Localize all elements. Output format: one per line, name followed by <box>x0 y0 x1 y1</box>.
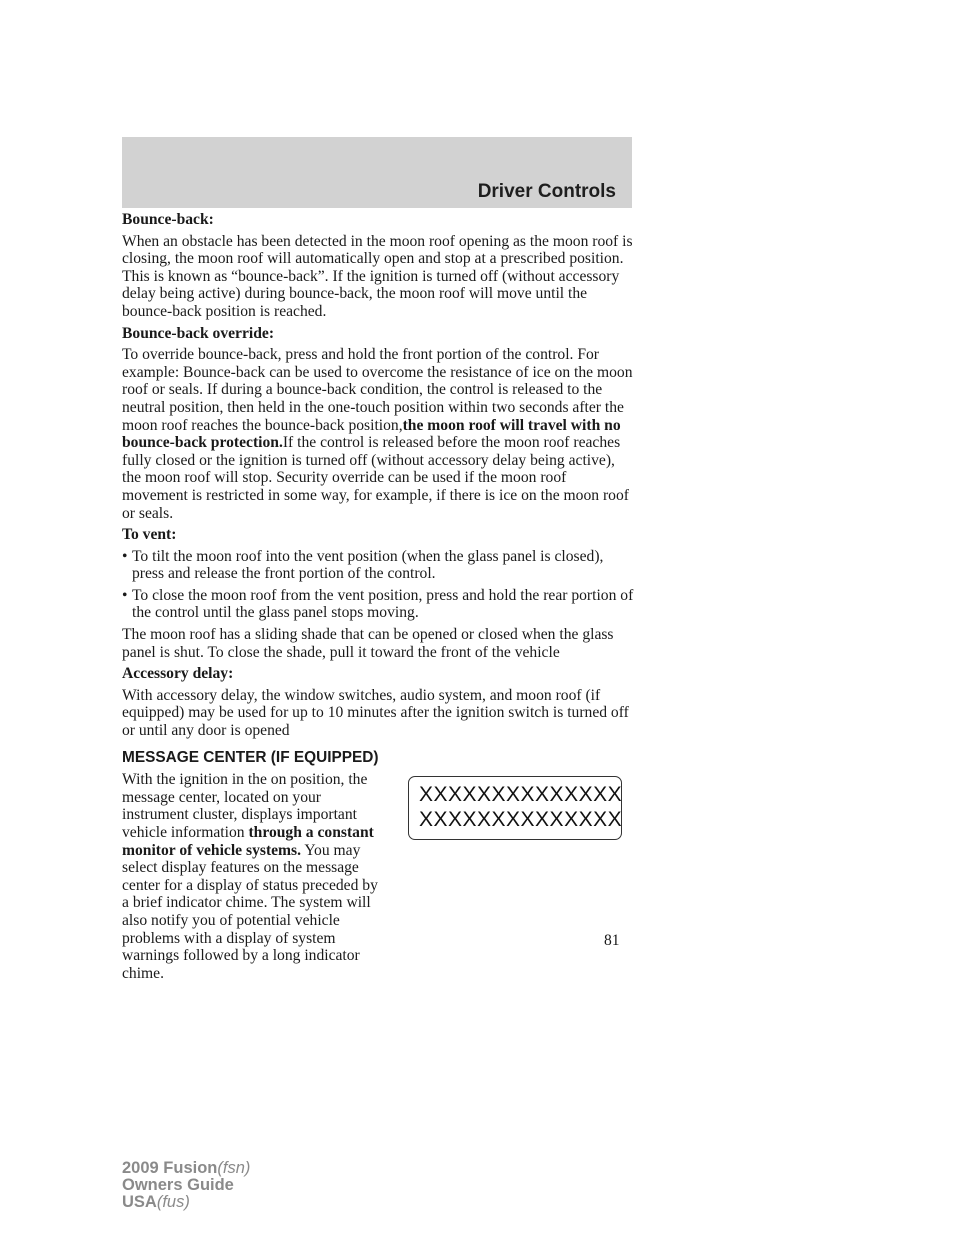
footer-model: 2009 Fusion <box>122 1159 218 1177</box>
override-bold-text: the moon roof will travel with no bounce-back protection. <box>122 416 621 452</box>
bullet-icon: • <box>122 586 128 604</box>
message-center-text-1: With the ignition in the on position, the message center, located on your instrument cluster, displays important vehicle information <box>122 771 368 841</box>
message-center-block <box>122 771 634 982</box>
bounce-back-paragraph: When an obstacle has been detected in the moon roof opening as the moon roof is closing, the moon roof will automatically open and stop at a prescribed position. This is known as “bounce-back”. If the ignition is turned off (without accessory delay being active) during bounce-back, the moon roof will move until the bounce-back position is reached. <box>122 232 633 320</box>
message-center-bold-text: through a constant monitor of vehicle systems. <box>122 824 374 859</box>
message-center-text-2: You may select display features on the message center for a display of status preceded by a brief indicator chime. The system will also notify you of potential vehicle problems with a display of system warnings followed by a long indicator chime. <box>122 841 378 982</box>
vent-bullet-item <box>122 548 634 583</box>
footer-doc-info <box>122 1160 250 1211</box>
display-line: XXXXXXXXXXXXXX <box>419 783 623 807</box>
footer-model-code: (fsn) <box>217 1159 251 1177</box>
footer-market: USA <box>122 1193 157 1211</box>
override-heading: Bounce-back override: <box>122 324 275 342</box>
section-header-band <box>122 137 632 208</box>
override-paragraph <box>122 346 634 522</box>
message-center-display-illustration <box>408 776 622 840</box>
bullet-icon: • <box>122 547 128 565</box>
footer-line <box>122 1194 250 1211</box>
override-text-1: To override bounce-back, press and hold the front portion of the control. For example: Bounce-back can be used to overcome the resistance of ice on the moon roof or seals. If during a bounce-back condition, the control is released to the neutral position, then held in the one-touch position within two seconds after the moon roof reaches the bounce-back position, <box>122 346 633 434</box>
footer-line <box>122 1160 250 1177</box>
footer-market-code: (fus) <box>156 1193 190 1211</box>
vent-heading: To vent: <box>122 526 177 544</box>
display-line: XXXXXXXXXXXXXX <box>419 808 623 832</box>
bounce-back-heading: Bounce-back: <box>122 211 214 228</box>
section-title: Driver Controls <box>477 181 616 202</box>
footer-guide: Owners Guide <box>122 1176 234 1194</box>
message-center-heading: MESSAGE CENTER (IF EQUIPPED) <box>122 748 379 766</box>
override-text-2: If the control is released before the moon roof reaches fully closed or the ignition is turned off (without accessory delay being active), the moon roof will stop. Security override can be used if the moon roof movement is restricted in some way, for example, if there is ice on the moon roof or seals. <box>122 434 629 522</box>
page-number: 81 <box>604 932 620 949</box>
accessory-paragraph: With accessory delay, the window switches, audio system, and moon roof (if equipped) may be used for up to 10 minutes after the ignition switch is turned off or until any door is opened <box>122 686 629 740</box>
vent-bullet-text: To tilt the moon roof into the vent position (when the glass panel is closed), press and release the front portion of the control. <box>132 547 604 583</box>
page-content <box>122 211 634 982</box>
message-center-paragraph-top <box>122 771 384 982</box>
vent-bullet-text: To close the moon roof from the vent position, press and hold the rear portion of the control until the glass panel stops moving. <box>132 586 634 622</box>
accessory-heading: Accessory delay: <box>122 665 234 683</box>
shade-paragraph: The moon roof has a sliding shade that can be opened or closed when the glass panel is shut. To close the shade, pull it toward the front of the vehicle <box>122 626 614 661</box>
vent-bullet-item <box>122 587 634 622</box>
